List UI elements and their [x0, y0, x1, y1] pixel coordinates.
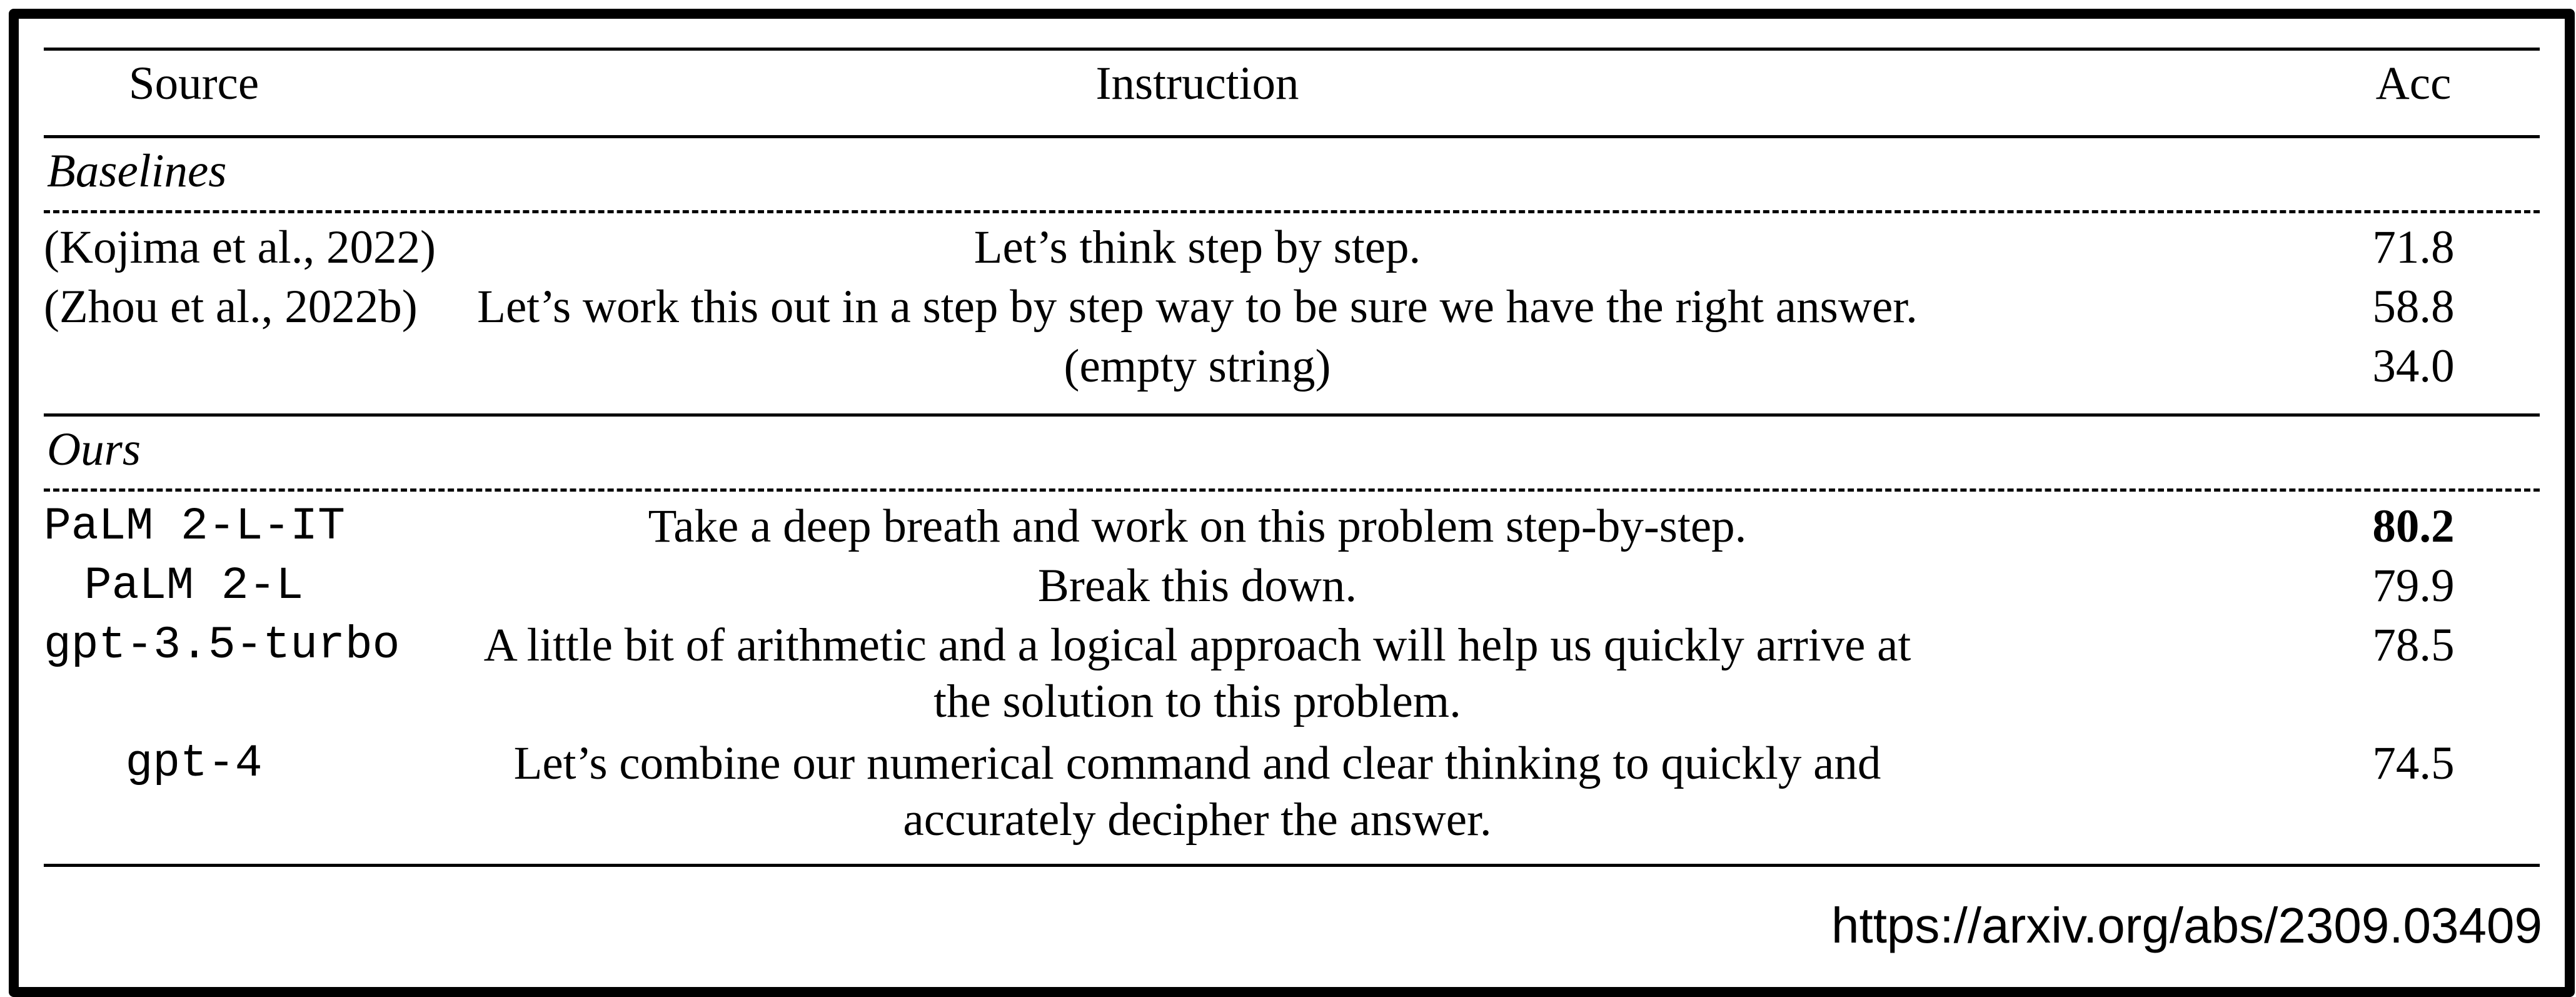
- row-acc: 71.8: [2372, 221, 2455, 273]
- table-top-rule: [44, 48, 2540, 51]
- table-bottom-rule: [44, 864, 2540, 867]
- header-rule: [44, 135, 2540, 138]
- row-acc: 58.8: [2372, 281, 2455, 333]
- row-instruction-line1: A little bit of arithmetic and a logical approach will help us quickly arrive at: [483, 619, 1911, 671]
- row-acc: 78.5: [2372, 619, 2455, 671]
- row-instruction: Break this down.: [1037, 560, 1357, 612]
- row-acc: 74.5: [2372, 737, 2455, 789]
- row-acc-best: 80.2: [2372, 500, 2455, 552]
- row-instruction-line2: the solution to this problem.: [933, 676, 1461, 727]
- baselines-dashed-rule: [44, 210, 2540, 213]
- header-source: Source: [128, 58, 259, 109]
- header-instruction: Instruction: [1095, 58, 1299, 109]
- row-source: gpt-3.5-turbo: [44, 619, 400, 671]
- row-instruction: Let’s work this out in a step by step way to be sure we have the right answer.: [477, 281, 1918, 333]
- row-instruction-line1: Let’s combine our numerical command and clear thinking to quickly and: [513, 737, 1881, 789]
- row-source: PaLM 2-L: [84, 560, 304, 612]
- row-source: PaLM 2-L-IT: [44, 500, 345, 552]
- figure-frame: [9, 9, 2575, 997]
- ours-dashed-rule: [44, 488, 2540, 492]
- row-instruction: Let’s think step by step.: [974, 221, 1421, 273]
- row-instruction: (empty string): [1064, 340, 1331, 392]
- source-url: https://arxiv.org/abs/2309.03409: [1831, 898, 2542, 953]
- row-source: (Kojima et al., 2022): [44, 221, 436, 273]
- row-instruction-line2: accurately decipher the answer.: [903, 794, 1492, 846]
- row-source: gpt-4: [125, 737, 263, 789]
- row-instruction: Take a deep breath and work on this problem step-by-step.: [648, 500, 1747, 552]
- row-acc: 79.9: [2372, 560, 2455, 612]
- header-acc: Acc: [2375, 58, 2452, 109]
- row-acc: 34.0: [2372, 340, 2455, 392]
- section-rule: [44, 413, 2540, 417]
- section-label-baselines: Baselines: [47, 145, 227, 197]
- row-source: (Zhou et al., 2022b): [44, 281, 418, 333]
- section-label-ours: Ours: [47, 423, 141, 475]
